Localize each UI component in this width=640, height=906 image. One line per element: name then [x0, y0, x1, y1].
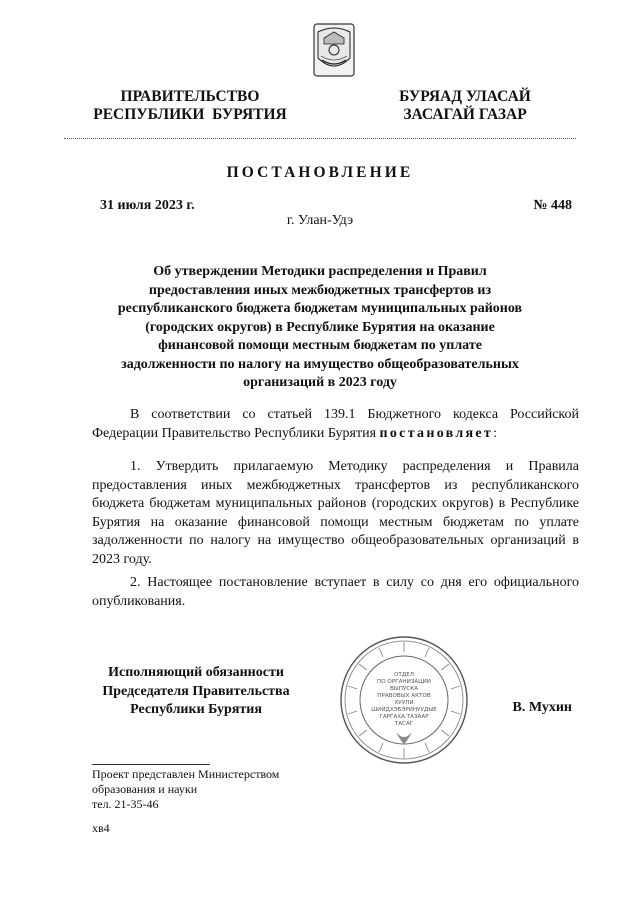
footer-line2: образования и науки [92, 782, 198, 796]
seal-text-7: ГАРГАХА ТАЗААР [379, 714, 429, 720]
coat-of-arms-emblem [312, 22, 356, 78]
header-right [378, 88, 552, 124]
header-separator [64, 138, 576, 139]
document-date: 31 июля 2023 г. [100, 198, 195, 213]
seal-text-2: ПО ОРГАНИЗАЦИИ [377, 679, 431, 685]
seal-text-6: ШИЙДХЭБЭРИНУУДЫЕ [371, 707, 437, 713]
item-2-paragraph: 2. Настоящее постановление вступает в силу со дня его официального опубликования. [92, 575, 579, 609]
official-seal-stamp [338, 634, 470, 766]
signatory-name: В. Мухин [512, 700, 572, 715]
seal-text-4: ПРАВОВЫХ АКТОВ [377, 693, 431, 699]
document-city: г. Улан-Удэ [286, 213, 354, 228]
header-left-line2: РЕСПУБЛИКИ БУРЯТИЯ [93, 106, 287, 123]
header-right-line2: ЗАСАГАЙ ГАЗАР [403, 106, 527, 123]
seal-text-3: ВЫПУСКА [389, 686, 419, 692]
seal-text-8: ТАСАГ [394, 721, 414, 727]
footer-separator [92, 764, 210, 765]
document-code: хв4 [92, 821, 110, 835]
header-left [84, 88, 296, 124]
signatory-line1: Исполняющий обязанности [108, 665, 284, 680]
footer-note [92, 767, 279, 812]
signatory-line3: Республики Бурятия [130, 702, 262, 717]
seal-text-1: ОТДЕЛ [394, 672, 414, 678]
preamble-text: В соответствии со статьей 139.1 Бюджетного кодекса Российской Федерации Правительство Республики Бурятия [92, 407, 579, 441]
seal-text-5: ХУУЛИ [394, 700, 414, 706]
item-1-paragraph: 1. Утвердить прилагаемую Методику распределения и Правила предоставления иных межбюджетных трансфертов из республиканского бюджета бюджетам муниципальных районов (городских округов) в Республике Бурятия на оказание финансовой помощи местным бюджетам по уплате задолженности по налогу на имущество общеобразовательных организаций в 2023 году. [92, 459, 579, 567]
header-left-line1: ПРАВИТЕЛЬСТВО [120, 88, 260, 105]
preamble-paragraph [92, 406, 579, 443]
document-number: № 448 [533, 198, 572, 213]
signatory-title [82, 664, 310, 720]
document-subject: Об утверждении Методики распределения и Правил предоставления иных межбюджетных трансфертов из республиканского бюджета бюджетам муниципальных районов (городских округов) в Республике Бурятия на оказание финансовой помощи местным бюджетам по уплате задолженности по налогу на имущество общеобразовательных организаций в 2023 году [117, 264, 523, 390]
header-right-line1: БУРЯАД УЛАСАЙ [399, 88, 531, 105]
decree-word: постановляет [379, 425, 494, 441]
signatory-line2: Председателя Правительства [102, 683, 290, 699]
footer-line1: Проект представлен Министерством [92, 767, 280, 781]
footer-phone: тел. 21-35-46 [92, 797, 159, 811]
preamble-end: : [493, 425, 497, 441]
document-title: ПОСТАНОВЛЕНИЕ [226, 164, 414, 181]
